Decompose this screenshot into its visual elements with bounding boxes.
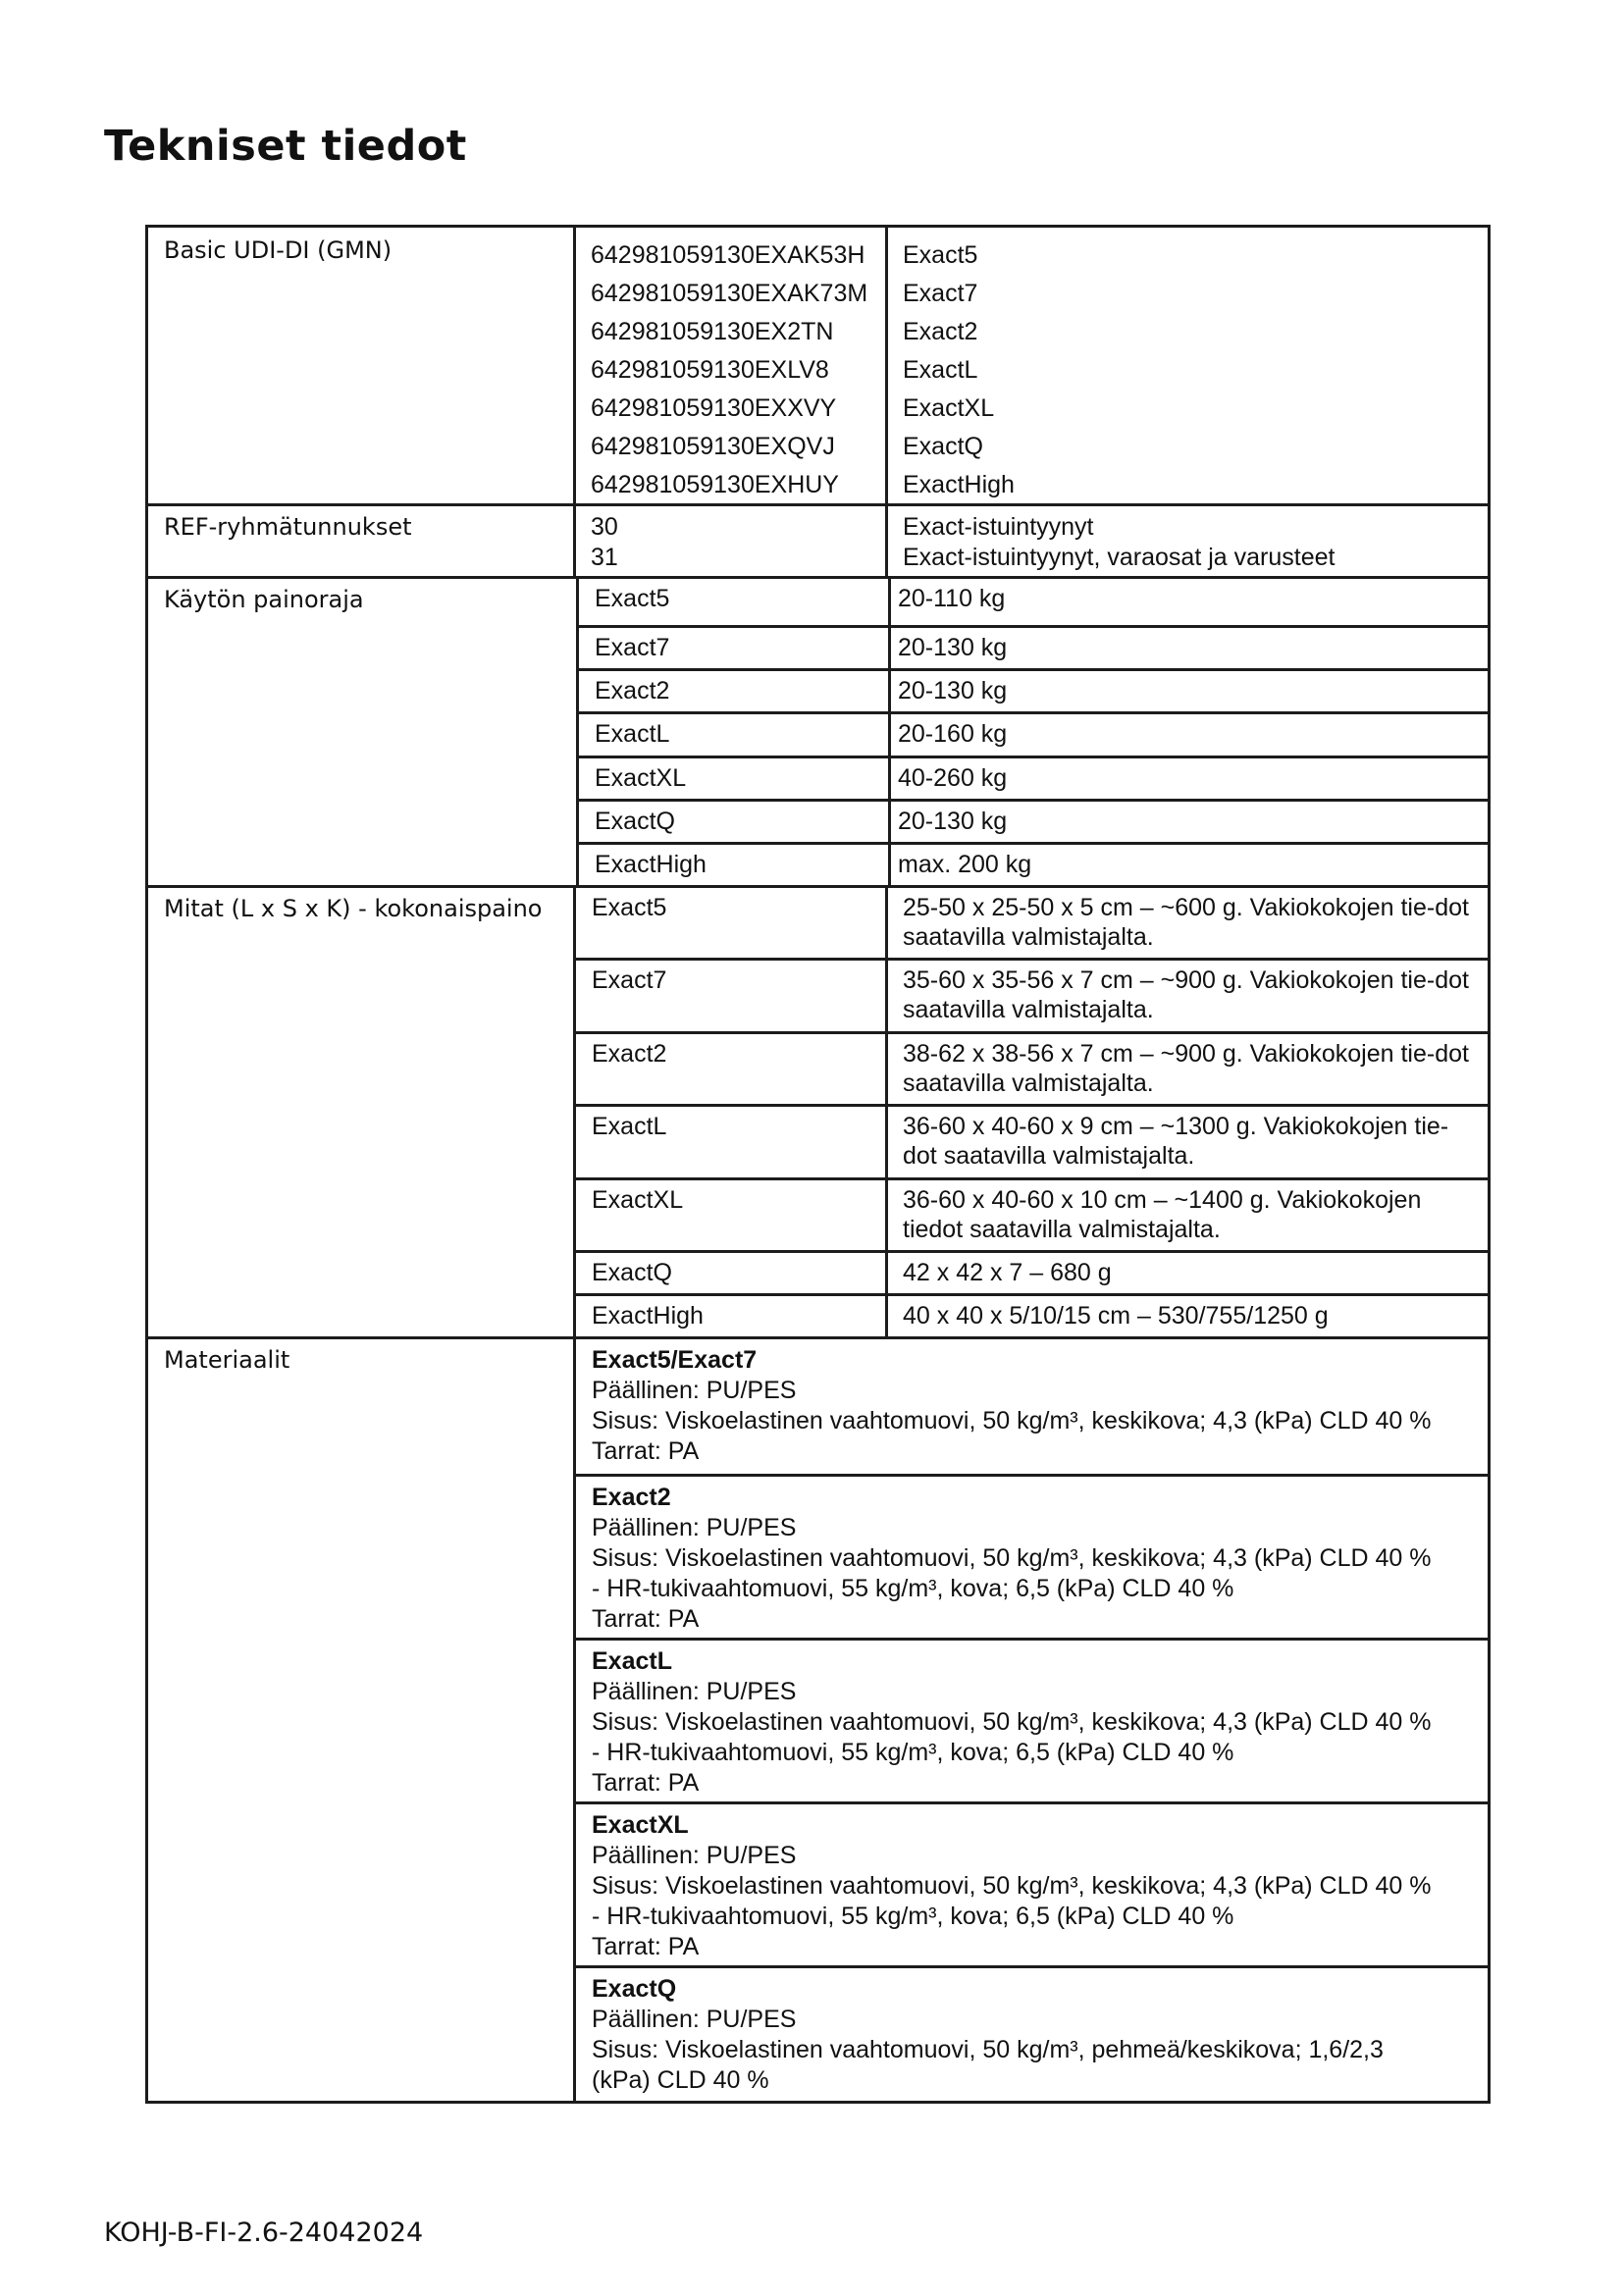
material-line: Päällinen: PU/PES (592, 1377, 797, 1404)
udi-model: ExactHigh (903, 471, 1015, 498)
material-name: Exact5/Exact7 (592, 1346, 758, 1374)
weight-row (579, 758, 1488, 802)
udi-code: 642981059130EXHUY (591, 471, 839, 498)
dims-row (576, 888, 1488, 961)
material-line: - HR-tukivaahtomuovi, 55 kg/m³, kova; 6,5 (kPa) CLD 40 % (592, 1903, 1234, 1930)
dims-row (576, 1034, 1488, 1107)
weight-value: 20-130 kg (898, 808, 1008, 835)
spec-table (145, 225, 1491, 2104)
dims-model: ExactQ (592, 1259, 672, 1286)
material-line: Sisus: Viskoelastinen vaahtomuovi, 50 kg/m³, keskikova; 4,3 (kPa) CLD 40 % (592, 1708, 1432, 1736)
dims-model: Exact5 (592, 894, 667, 921)
dims-model: Exact2 (592, 1040, 667, 1068)
ref-desc: Exact-istuintyynyt (903, 513, 1094, 541)
udi-code: 642981059130EXAK73M (591, 280, 868, 307)
dims-model: ExactXL (592, 1186, 684, 1214)
udi-code: 642981059130EXXVY (591, 394, 837, 422)
udi-model: ExactL (903, 356, 978, 384)
weight-model: Exact7 (595, 634, 670, 661)
material-block (576, 1968, 1488, 2101)
material-line: Tarrat: PA (592, 1769, 700, 1797)
material-line: Sisus: Viskoelastinen vaahtomuovi, 50 kg/m³, keskikova; 4,3 (kPa) CLD 40 % (592, 1872, 1432, 1900)
material-line: Sisus: Viskoelastinen vaahtomuovi, 50 kg/m³, keskikova; 4,3 (kPa) CLD 40 % (592, 1544, 1432, 1572)
dims-section (148, 888, 1488, 1339)
ref-label: REF-ryhmätunnukset (164, 513, 412, 541)
materials-section (148, 1339, 1488, 2101)
dims-row (576, 1296, 1488, 1339)
material-line: Sisus: Viskoelastinen vaahtomuovi, 50 kg/m³, keskikova; 4,3 (kPa) CLD 40 % (592, 1407, 1432, 1434)
materials-label: Materiaalit (164, 1346, 290, 1374)
weight-value: max. 200 kg (898, 851, 1032, 878)
dims-row (576, 1180, 1488, 1253)
material-line: Sisus: Viskoelastinen vaahtomuovi, 50 kg/m³, pehmeä/keskikova; 1,6/2,3 (592, 2036, 1384, 2063)
material-line: Päällinen: PU/PES (592, 1514, 797, 1541)
weight-model: ExactXL (595, 764, 687, 792)
udi-model: Exact5 (903, 241, 978, 269)
weight-value: 40-260 kg (898, 764, 1008, 792)
udi-model: Exact7 (903, 280, 978, 307)
dims-row (576, 1253, 1488, 1296)
weight-model: ExactQ (595, 808, 675, 835)
material-line: Päällinen: PU/PES (592, 2006, 797, 2033)
weight-row (579, 628, 1488, 671)
udi-code: 642981059130EXLV8 (591, 356, 829, 384)
weight-value: 20-130 kg (898, 677, 1008, 704)
udi-label: Basic UDI-DI (GMN) (164, 236, 393, 264)
page-title: Tekniset tiedot (104, 122, 467, 171)
dims-value: 38-62 x 38-56 x 7 cm – ~900 g. Vakiokokojen tie-dot saatavilla valmistajalta. (903, 1040, 1469, 1097)
material-line: Päällinen: PU/PES (592, 1678, 797, 1705)
weight-model: Exact5 (595, 585, 670, 612)
weight-value: 20-110 kg (898, 585, 1006, 612)
weight-row (579, 579, 1488, 628)
weight-row (579, 802, 1488, 845)
udi-model: Exact2 (903, 318, 978, 345)
dims-model: Exact7 (592, 966, 667, 994)
ref-section (148, 506, 1488, 579)
material-line: - HR-tukivaahtomuovi, 55 kg/m³, kova; 6,5 (kPa) CLD 40 % (592, 1575, 1234, 1602)
weight-value: 20-160 kg (898, 720, 1008, 748)
dims-label: Mitat (L x S x K) - kokonaispaino (164, 895, 543, 922)
weight-row (579, 671, 1488, 714)
material-name: ExactL (592, 1647, 672, 1675)
weight-section (148, 579, 1488, 888)
weight-row (579, 845, 1488, 888)
dims-model: ExactL (592, 1113, 667, 1140)
udi-model: ExactXL (903, 394, 995, 422)
weight-model: ExactL (595, 720, 670, 748)
material-line: Tarrat: PA (592, 1933, 700, 1960)
material-block (576, 1339, 1488, 1477)
udi-code: 642981059130EXQVJ (591, 433, 835, 460)
weight-value: 20-130 kg (898, 634, 1008, 661)
material-line: Tarrat: PA (592, 1437, 700, 1465)
ref-code: 31 (591, 544, 618, 571)
dims-row (576, 1107, 1488, 1180)
material-line: Päällinen: PU/PES (592, 1842, 797, 1869)
ref-desc: Exact-istuintyynyt, varaosat ja varusteet (903, 544, 1336, 571)
document-code: KOHJ-B-FI-2.6-24042024 (104, 2217, 424, 2248)
udi-code: 642981059130EX2TN (591, 318, 834, 345)
udi-section (148, 228, 1488, 506)
dims-model: ExactHigh (592, 1302, 704, 1330)
udi-model: ExactQ (903, 433, 983, 460)
material-block (576, 1477, 1488, 1641)
weight-model: Exact2 (595, 677, 670, 704)
material-name: ExactXL (592, 1811, 689, 1839)
weight-model: ExactHigh (595, 851, 707, 878)
udi-code: 642981059130EXAK53H (591, 241, 865, 269)
dims-value: 25-50 x 25-50 x 5 cm – ~600 g. Vakiokokojen tie-dot saatavilla valmistajalta. (903, 894, 1469, 951)
material-name: Exact2 (592, 1484, 671, 1511)
dims-value: 35-60 x 35-56 x 7 cm – ~900 g. Vakiokokojen tie-dot saatavilla valmistajalta. (903, 966, 1469, 1023)
ref-code: 30 (591, 513, 618, 541)
weight-label: Käytön painoraja (164, 586, 364, 613)
material-name: ExactQ (592, 1975, 677, 2003)
dims-value: 36-60 x 40-60 x 9 cm – ~1300 g. Vakiokokojen tie-dot saatavilla valmistajalta. (903, 1113, 1449, 1170)
dims-row (576, 961, 1488, 1034)
dims-value: 40 x 40 x 5/10/15 cm – 530/755/1250 g (903, 1302, 1329, 1330)
weight-row (579, 714, 1488, 758)
material-block (576, 1641, 1488, 1804)
material-block (576, 1804, 1488, 1968)
dims-value: 36-60 x 40-60 x 10 cm – ~1400 g. Vakiokokojen tiedot saatavilla valmistajalta. (903, 1186, 1422, 1243)
material-line: - HR-tukivaahtomuovi, 55 kg/m³, kova; 6,5 (kPa) CLD 40 % (592, 1739, 1234, 1766)
material-line: (kPa) CLD 40 % (592, 2066, 769, 2094)
material-line: Tarrat: PA (592, 1605, 700, 1633)
dims-value: 42 x 42 x 7 – 680 g (903, 1259, 1112, 1286)
